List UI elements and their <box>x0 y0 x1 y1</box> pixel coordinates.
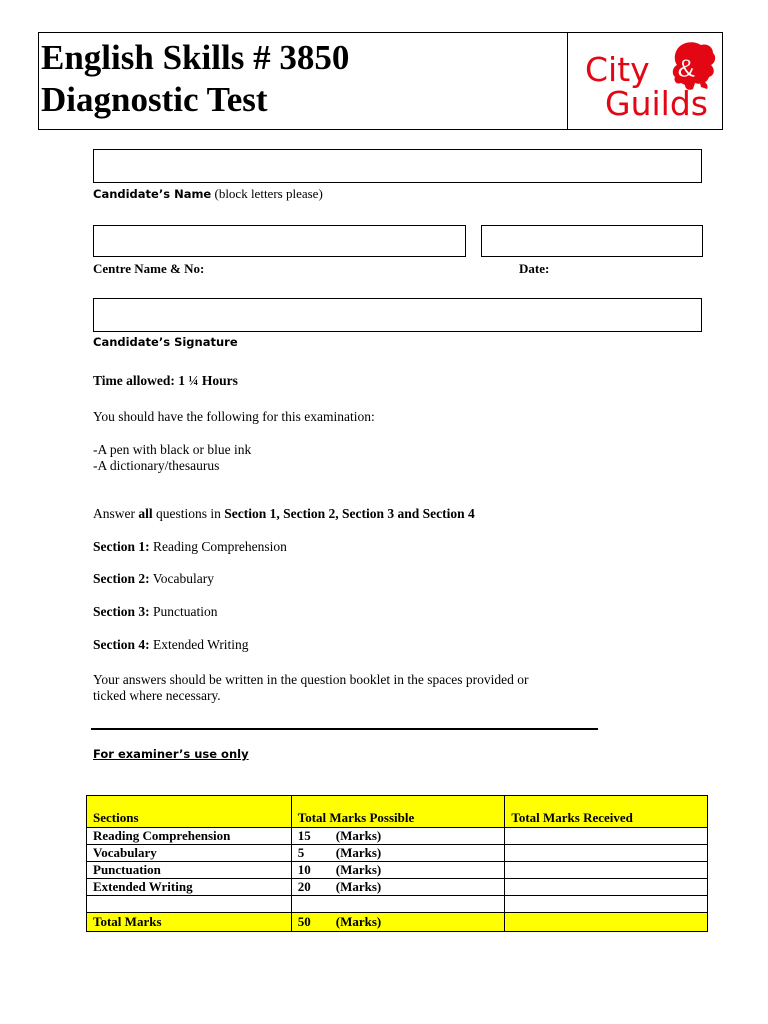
signature-label: Candidate’s Signature <box>93 335 238 349</box>
header-box <box>38 32 723 130</box>
candidate-name-label: Candidate’s Name (block letters please) <box>93 186 323 201</box>
table-row <box>87 862 708 879</box>
section-divider <box>91 728 598 730</box>
city-guilds-logo <box>581 39 721 123</box>
examiner-heading: For examiner’s use only <box>93 747 249 761</box>
section-item-1: Section 1: Reading Comprehension <box>93 539 287 554</box>
marks-cell: 10 (Marks) <box>291 862 505 879</box>
section-cell: Reading Comprehension <box>87 828 292 845</box>
logo-amp: & <box>677 53 696 83</box>
marks-cell: 15 (Marks) <box>291 828 505 845</box>
received-cell[interactable] <box>505 862 708 879</box>
requirement-item: -A dictionary/thesaurus <box>93 458 220 473</box>
page-title <box>41 37 349 121</box>
marks-cell: 5 (Marks) <box>291 845 505 862</box>
section-item-2: Section 2: Vocabulary <box>93 571 214 586</box>
requirement-item: -A pen with black or blue ink <box>93 442 252 457</box>
table-row-empty <box>87 896 708 913</box>
total-label: Total Marks <box>87 913 292 932</box>
total-received-cell[interactable] <box>505 913 708 932</box>
table-row <box>87 828 708 845</box>
signature-input[interactable] <box>93 298 702 332</box>
answer-instruction: Answer all questions in Section 1, Section 2, Section 3 and Section 4 <box>93 506 475 521</box>
received-cell[interactable] <box>505 828 708 845</box>
time-allowed: Time allowed: 1 ¼ Hours <box>93 373 238 388</box>
total-marks: 50 (Marks) <box>291 913 505 932</box>
date-label: Date: <box>519 261 550 276</box>
logo-guilds: Guilds <box>605 84 708 123</box>
table-row <box>87 879 708 896</box>
answers-note: Your answers should be written in the question booklet in the spaces provided or ticked where necessary. <box>93 672 529 703</box>
candidate-name-input[interactable] <box>93 149 702 183</box>
section-item-4: Section 4: Extended Writing <box>93 637 249 652</box>
requirements-intro: You should have the following for this examination: <box>93 409 375 424</box>
table-header: Total Marks Possible <box>291 796 505 828</box>
marks-cell: 20 (Marks) <box>291 879 505 896</box>
section-cell: Punctuation <box>87 862 292 879</box>
table-header: Sections <box>87 796 292 828</box>
centre-name-label: Centre Name & No: <box>93 261 205 276</box>
title-line-1: English Skills # 3850 <box>41 38 350 77</box>
table-header: Total Marks Received <box>505 796 708 828</box>
received-cell[interactable] <box>505 845 708 862</box>
centre-name-input[interactable] <box>93 225 466 257</box>
marks-table <box>86 795 708 932</box>
table-total-row <box>87 913 708 932</box>
title-line-2: Diagnostic Test <box>41 80 268 119</box>
logo-city: City <box>585 50 650 89</box>
section-cell: Extended Writing <box>87 879 292 896</box>
table-row <box>87 845 708 862</box>
received-cell[interactable] <box>505 879 708 896</box>
section-item-3: Section 3: Punctuation <box>93 604 218 619</box>
table-header-row <box>87 796 708 828</box>
date-input[interactable] <box>481 225 703 257</box>
header-divider <box>567 33 568 129</box>
section-cell: Vocabulary <box>87 845 292 862</box>
